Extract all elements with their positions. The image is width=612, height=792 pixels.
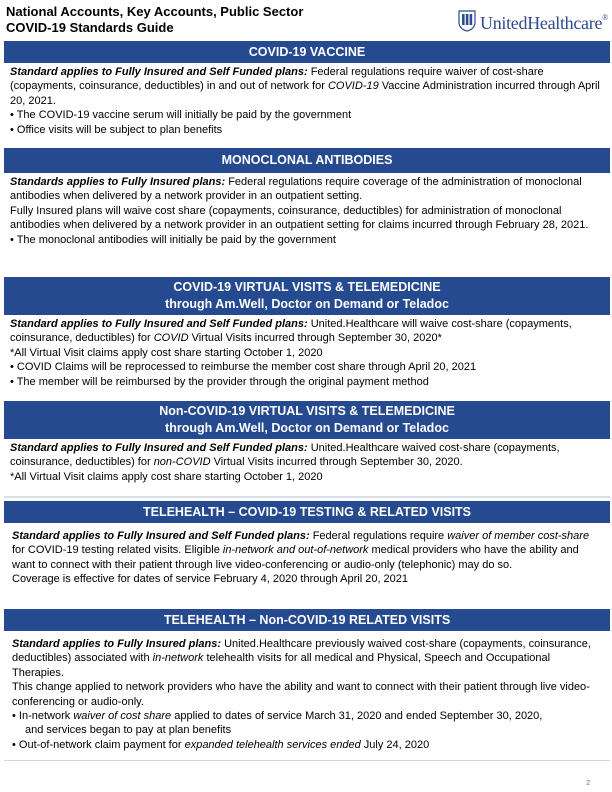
- section-monoclonal-antibodies: [4, 148, 610, 247]
- paragraph: Standard applies to Fully Insured plans: United.Healthcare previously waived cost-share (copayments, coinsurance, deductibles) associated with in-network telehealth visits for all medical and Physical, Speech and Occupational Therapies.: [12, 638, 591, 679]
- section-subheading: through Am.Well, Doctor on Demand or Teladoc: [165, 297, 449, 311]
- document-header: [6, 4, 303, 36]
- unitedhealthcare-logo: [458, 10, 608, 37]
- paragraph: *All Virtual Visit claims apply cost share starting October 1, 2020: [10, 346, 323, 359]
- plan-applicability-lead: Standard applies to Fully Insured plans:: [12, 638, 222, 650]
- document-title-line2: COVID-19 Standards Guide: [6, 20, 174, 35]
- bullet-item: • COVID Claims will be reprocessed to reimburse the member cost share through April 20, 2021: [10, 361, 477, 374]
- bullet-item: • The COVID-19 vaccine serum will initially be paid by the government: [10, 109, 352, 122]
- section-telehealth-testing: [4, 501, 610, 587]
- paragraph: Standards applies to Fully Insured plans: Federal regulations require coverage of the administration of monoclonal antibodies when delivered by a network provider in an outpatient setting.: [10, 176, 582, 203]
- section-heading: MONOCLONAL ANTIBODIES: [221, 153, 393, 167]
- section-noncovid-virtual-visits: [4, 401, 610, 484]
- bullet-item: • Out-of-network claim payment for expanded telehealth services ended July 24, 2020: [12, 738, 430, 751]
- paragraph: Standard applies to Fully Insured and Self Funded plans: United.Healthcare will waive cost-share (copayments, coinsurance, deductibles) for COVID Virtual Visits incurred through September 30, 2020*: [10, 318, 572, 345]
- section-divider: [4, 496, 610, 498]
- page-number: 2: [586, 780, 590, 787]
- uhc-shield-icon: [458, 10, 476, 37]
- section-covid-vaccine: [4, 41, 610, 137]
- section-body: [4, 439, 610, 484]
- logo-wordmark: UnitedHealthcare®: [480, 13, 608, 33]
- paragraph: This change applied to network providers who have the ability and want to connect with their patient through live video-conferencing or audio-only.: [12, 681, 590, 708]
- plan-applicability-lead: Standard applies to Fully Insured and Self Funded plans:: [10, 318, 308, 330]
- section-band: [4, 401, 610, 439]
- paragraph: Standard applies to Fully Insured and Self Funded plans: Federal regulations require waiver of cost-share (copayments, coinsurance, deductibles) in and out of network for COVID-19 Vaccine Administration incurred through April 20, 2021.: [10, 66, 600, 107]
- bullet-item: • Office visits will be subject to plan benefits: [10, 123, 223, 136]
- paragraph: *All Virtual Visit claims apply cost share starting October 1, 2020: [10, 470, 323, 483]
- footer-divider: [4, 760, 610, 761]
- section-body: [4, 63, 610, 137]
- section-body: [4, 631, 610, 752]
- paragraph: Standard applies to Fully Insured and Self Funded plans: United.Healthcare waived cost-share (copayments, coinsurance, deductibles) for non-COVID Virtual Visits incurred through September 30, 2020.: [10, 442, 560, 469]
- section-heading: TELEHEALTH – COVID-19 TESTING & RELATED VISITS: [142, 504, 472, 519]
- section-heading: COVID-19 VIRTUAL VISITS & TELEMEDICINE: [173, 280, 441, 294]
- paragraph: Fully Insured plans will waive cost share (copayments, coinsurance, deductibles) for administration of monoclonal antibodies when delivered by a network provider in an outpatient setting for claims incurred through February 28, 2021.: [10, 204, 589, 232]
- section-band: [4, 501, 610, 523]
- bullet-item: • In-network waiver of cost share applied to dates of service March 31, 2020 and ended September 30, 2020,: [12, 710, 543, 723]
- plan-applicability-lead: Standard applies to Fully Insured and Self Funded plans:: [12, 530, 310, 542]
- bullet-item: • The monoclonal antibodies will initially be paid by the government: [10, 233, 336, 246]
- section-body: [4, 173, 610, 247]
- paragraph: Standard applies to Fully Insured and Self Funded plans: Federal regulations require waiver of member cost-share for COVID-19 testing related visits. Eligible in-network and out-of-network medical providers who have the ability and want to connect with their patient through live video-conferencing or audio-only (telephonic) may do so.: [12, 530, 590, 571]
- plan-applicability-lead: Standard applies to Fully Insured and Self Funded plans:: [10, 66, 308, 78]
- section-band: [4, 609, 610, 631]
- document-title-line1: National Accounts, Key Accounts, Public Sector: [6, 4, 304, 19]
- section-heading: COVID-19 VACCINE: [248, 44, 366, 59]
- section-heading: TELEHEALTH – Non-COVID-19 RELATED VISITS: [163, 612, 451, 627]
- section-subheading: through Am.Well, Doctor on Demand or Teladoc: [165, 421, 449, 435]
- bullet-item: • The member will be reimbursed by the provider through the original payment method: [10, 375, 429, 388]
- section-band: [4, 41, 610, 63]
- bullet-continuation: and services began to pay at plan benefits: [25, 724, 232, 737]
- section-band: [4, 148, 610, 173]
- plan-applicability-lead: Standard applies to Fully Insured and Self Funded plans:: [10, 442, 308, 454]
- section-body: [4, 315, 610, 389]
- section-covid-virtual-visits: [4, 277, 610, 389]
- section-heading: Non-COVID-19 VIRTUAL VISITS & TELEMEDICINE: [159, 404, 455, 418]
- section-band: [4, 277, 610, 315]
- section-body: [4, 523, 610, 587]
- section-telehealth-noncovid: [4, 609, 610, 752]
- plan-applicability-lead: Standards applies to Fully Insured plans:: [10, 176, 226, 188]
- paragraph: Coverage is effective for dates of service February 4, 2020 through April 20, 2021: [12, 573, 409, 586]
